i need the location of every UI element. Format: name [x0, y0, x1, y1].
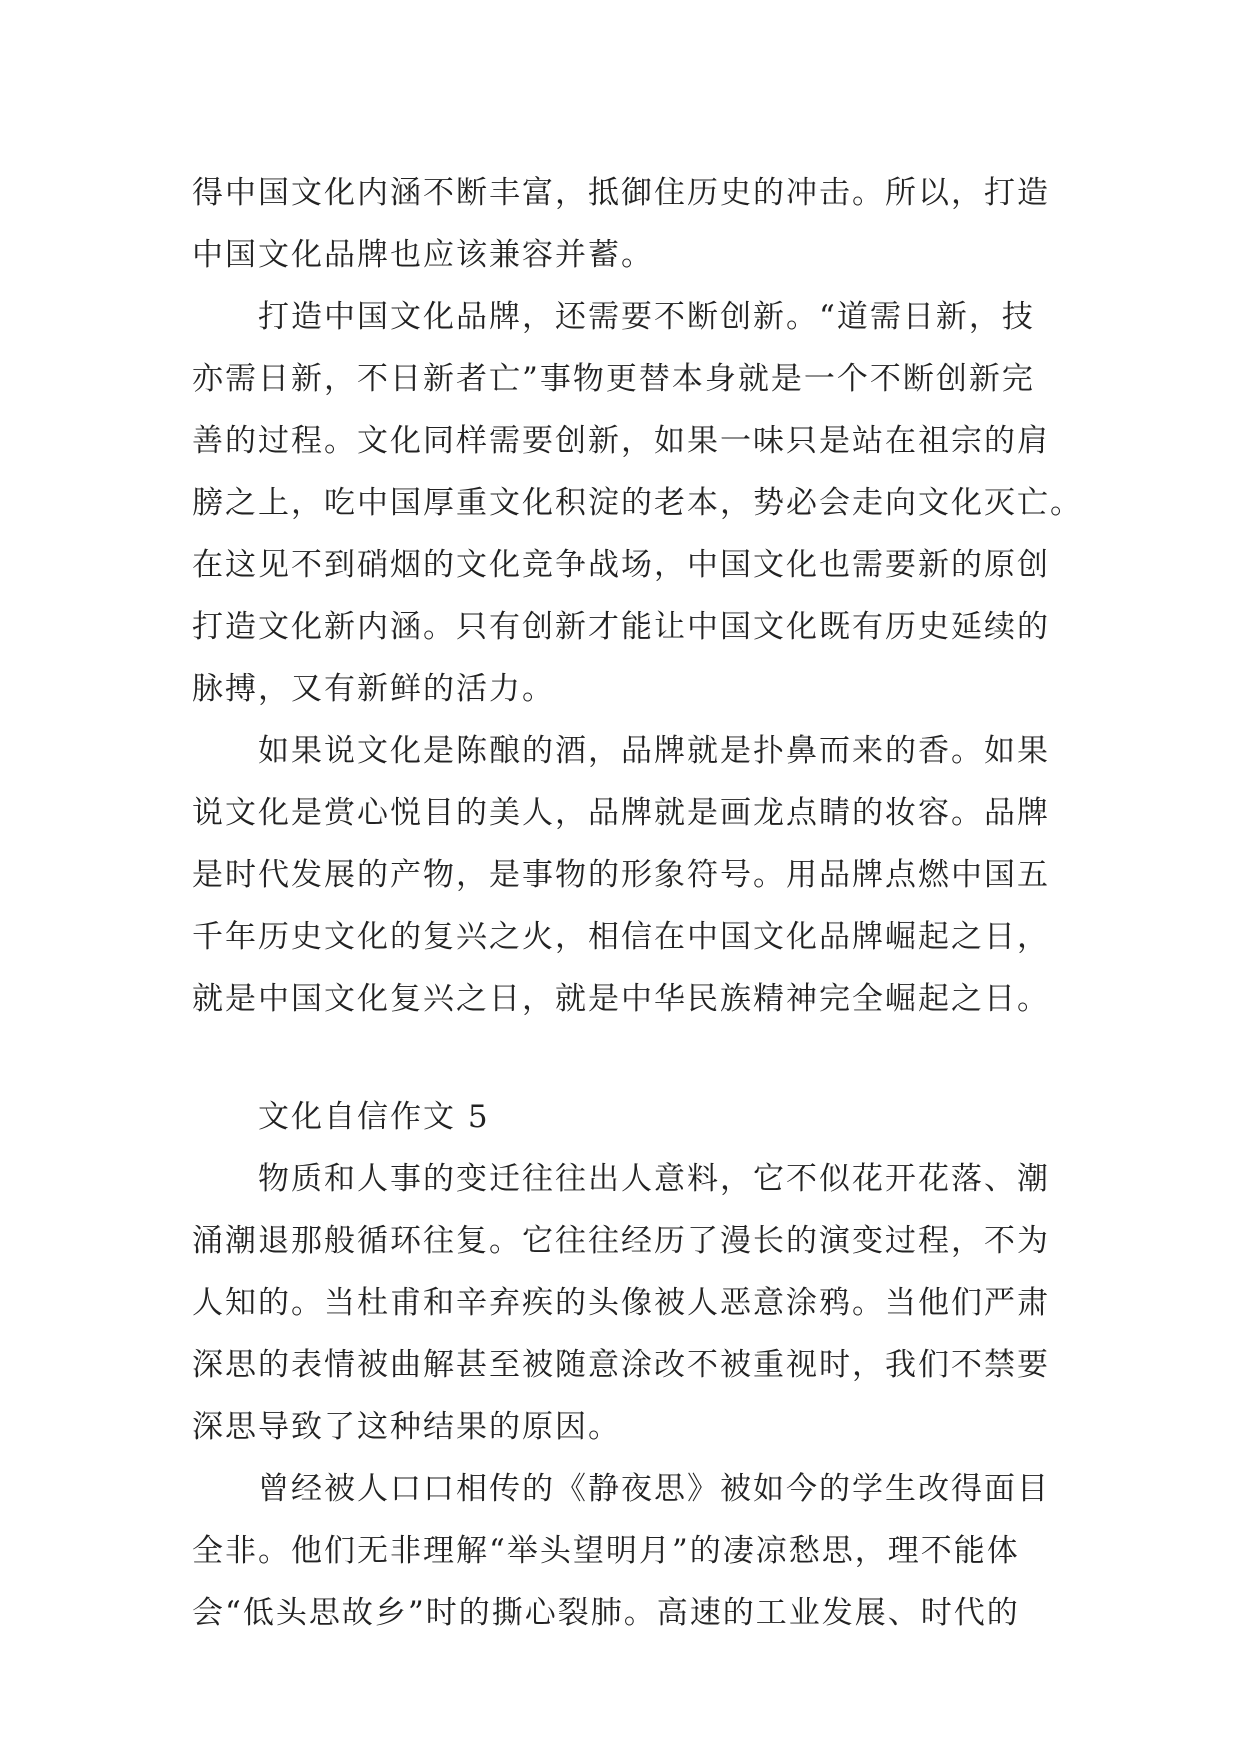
text-line: 如果说文化是陈酿的酒，品牌就是扑鼻而来的香。如果 — [192, 733, 1050, 769]
text-line: 是时代发展的产物，是事物的形象符号。用品牌点燃中国五 — [192, 857, 1050, 893]
text-line: 就是中国文化复兴之日，就是中华民族精神完全崛起之日。 — [192, 981, 1050, 1017]
text-line: 全非。他们无非理解“举头望明月”的凄凉愁思，理不能体 — [192, 1533, 1020, 1569]
text-line: 物质和人事的变迁往往出人意料，它不似花开花落、潮 — [192, 1161, 1050, 1197]
text-line: 亦需日新，不日新者亡”事物更替本身就是一个不断创新完 — [192, 361, 1035, 397]
text-line: 深思导致了这种结果的原因。 — [192, 1409, 621, 1445]
text-line: 人知的。当杜甫和辛弃疾的头像被人恶意涂鸦。当他们严肃 — [192, 1285, 1050, 1321]
text-line: 打造中国文化品牌，还需要不断创新。“道需日新，技 — [192, 299, 1035, 335]
text-line: 曾经被人口口相传的《静夜思》被如今的学生改得面目 — [192, 1471, 1050, 1507]
text-line: 得中国文化内涵不断丰富，抵御住历史的冲击。所以，打造 — [192, 175, 1050, 211]
section-title: 文化自信作文 5 — [192, 1099, 490, 1135]
text-line: 膀之上，吃中国厚重文化积淀的老本，势必会走向文化灭亡。 — [192, 485, 1083, 521]
text-line: 善的过程。文化同样需要创新，如果一味只是站在祖宗的肩 — [192, 423, 1050, 459]
section-gap — [192, 1030, 1072, 1086]
text-line: 说文化是赏心悦目的美人，品牌就是画龙点睛的妆容。品牌 — [192, 795, 1050, 831]
text-line: 会“低头思故乡”时的撕心裂肺。高速的工业发展、时代的 — [192, 1595, 1020, 1631]
body-text — [192, 162, 1083, 1644]
text-line: 在这见不到硝烟的文化竞争战场，中国文化也需要新的原创 — [192, 547, 1050, 583]
text-line: 脉搏，又有新鲜的活力。 — [192, 671, 555, 707]
text-line: 打造文化新内涵。只有创新才能让中国文化既有历史延续的 — [192, 609, 1050, 645]
text-line: 涌潮退那般循环往复。它往往经历了漫长的演变过程，不为 — [192, 1223, 1050, 1259]
text-line: 千年历史文化的复兴之火，相信在中国文化品牌崛起之日， — [192, 919, 1050, 955]
text-line: 深思的表情被曲解甚至被随意涂改不被重视时，我们不禁要 — [192, 1347, 1050, 1383]
text-line: 中国文化品牌也应该兼容并蓄。 — [192, 237, 654, 273]
